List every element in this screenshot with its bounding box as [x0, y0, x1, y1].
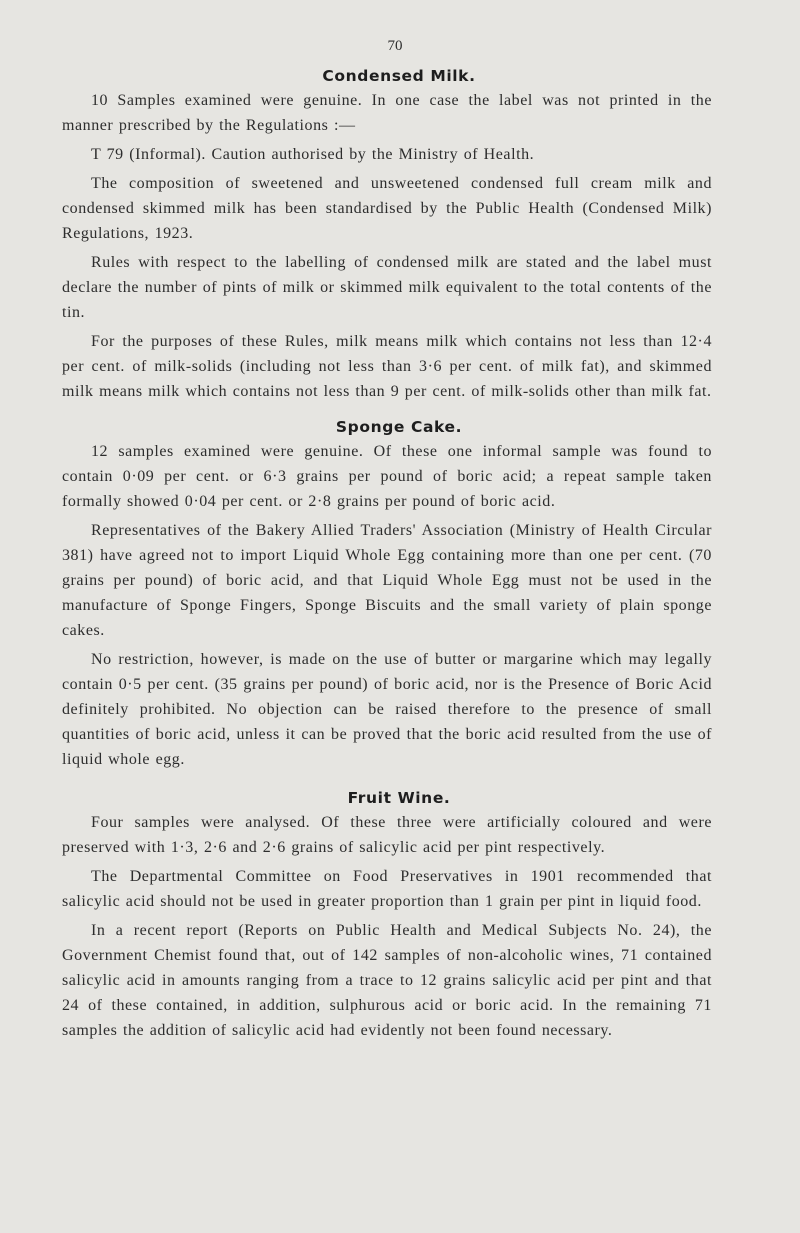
paragraph: Four samples were analysed. Of these three were artificially coloured and were preserved with 1·3, 2·6 and 2·6 grains of salicylic acid per pint respectively. [62, 814, 712, 856]
paragraph: T 79 (Informal). Caution authorised by the Ministry of Health. [91, 146, 535, 163]
section-condensed-milk [62, 67, 712, 404]
section-sponge-cake [62, 418, 712, 772]
section-heading: Condensed Milk. [322, 67, 476, 85]
paragraph: In a recent report (Reports on Public Health and Medical Subjects No. 24), the Government Chemist found that, out of 142 samples of non-alcoholic wines, 71 contained salicylic acid in amounts ranging from a trace to 12 grains salicylic acid per pint and that 24 of these contained, in addition, sulphurous acid or boric acid. In the remaining 71 samples the addition of salicylic acid had evidently not been found necessary. [62, 922, 712, 1039]
paragraph: 10 Samples examined were genuine. In one case the label was not printed in the manner prescribed by the Regulations :— [62, 92, 712, 134]
section-heading: Fruit Wine. [347, 789, 451, 807]
paragraph: For the purposes of these Rules, milk means milk which contains not less than 12·4 per cent. of milk-solids (including not less than 3·6 per cent. of milk fat), and skimmed milk means milk which contains not less than 9 per cent. of milk-solids other than milk fat. [62, 333, 712, 400]
paragraph: The Departmental Committee on Food Preservatives in 1901 recommended that salicylic acid should not be used in greater proportion than 1 grain per pint in liquid food. [62, 868, 712, 910]
section-fruit-wine [62, 789, 712, 1043]
page-number: 70 [387, 38, 403, 54]
paragraph: Representatives of the Bakery Allied Traders' Association (Ministry of Health Circular 381) have agreed not to import Liquid Whole Egg containing more than one per cent. (70 grains per pound) of boric acid, and that Liquid Whole Egg must not be used in the manufacture of Sponge Fingers, Sponge Biscuits and the small variety of plain sponge cakes. [62, 522, 712, 639]
paragraph: 12 samples examined were genuine. Of these one informal sample was found to contain 0·09 per cent. or 6·3 grains per pound of boric acid; a repeat sample taken formally showed 0·04 per cent. or 2·8 grains per pound of boric acid. [62, 443, 712, 510]
paragraph: Rules with respect to the labelling of condensed milk are stated and the label must declare the number of pints of milk or skimmed milk equivalent to the total contents of the tin. [62, 254, 712, 321]
section-heading: Sponge Cake. [335, 418, 463, 436]
paragraph: No restriction, however, is made on the use of butter or margarine which may legally contain 0·5 per cent. (35 grains per pound) of boric acid, nor is the Presence of Boric Acid definitely prohibited. No objection can be raised therefore to the presence of small quantities of boric acid, unless it can be proved that the boric acid resulted from the use of liquid whole egg. [62, 651, 712, 768]
paragraph: The composition of sweetened and unsweetened condensed full cream milk and condensed skimmed milk has been standardised by the Public Health (Condensed Milk) Regulations, 1923. [62, 175, 712, 242]
document-page [62, 38, 712, 1047]
